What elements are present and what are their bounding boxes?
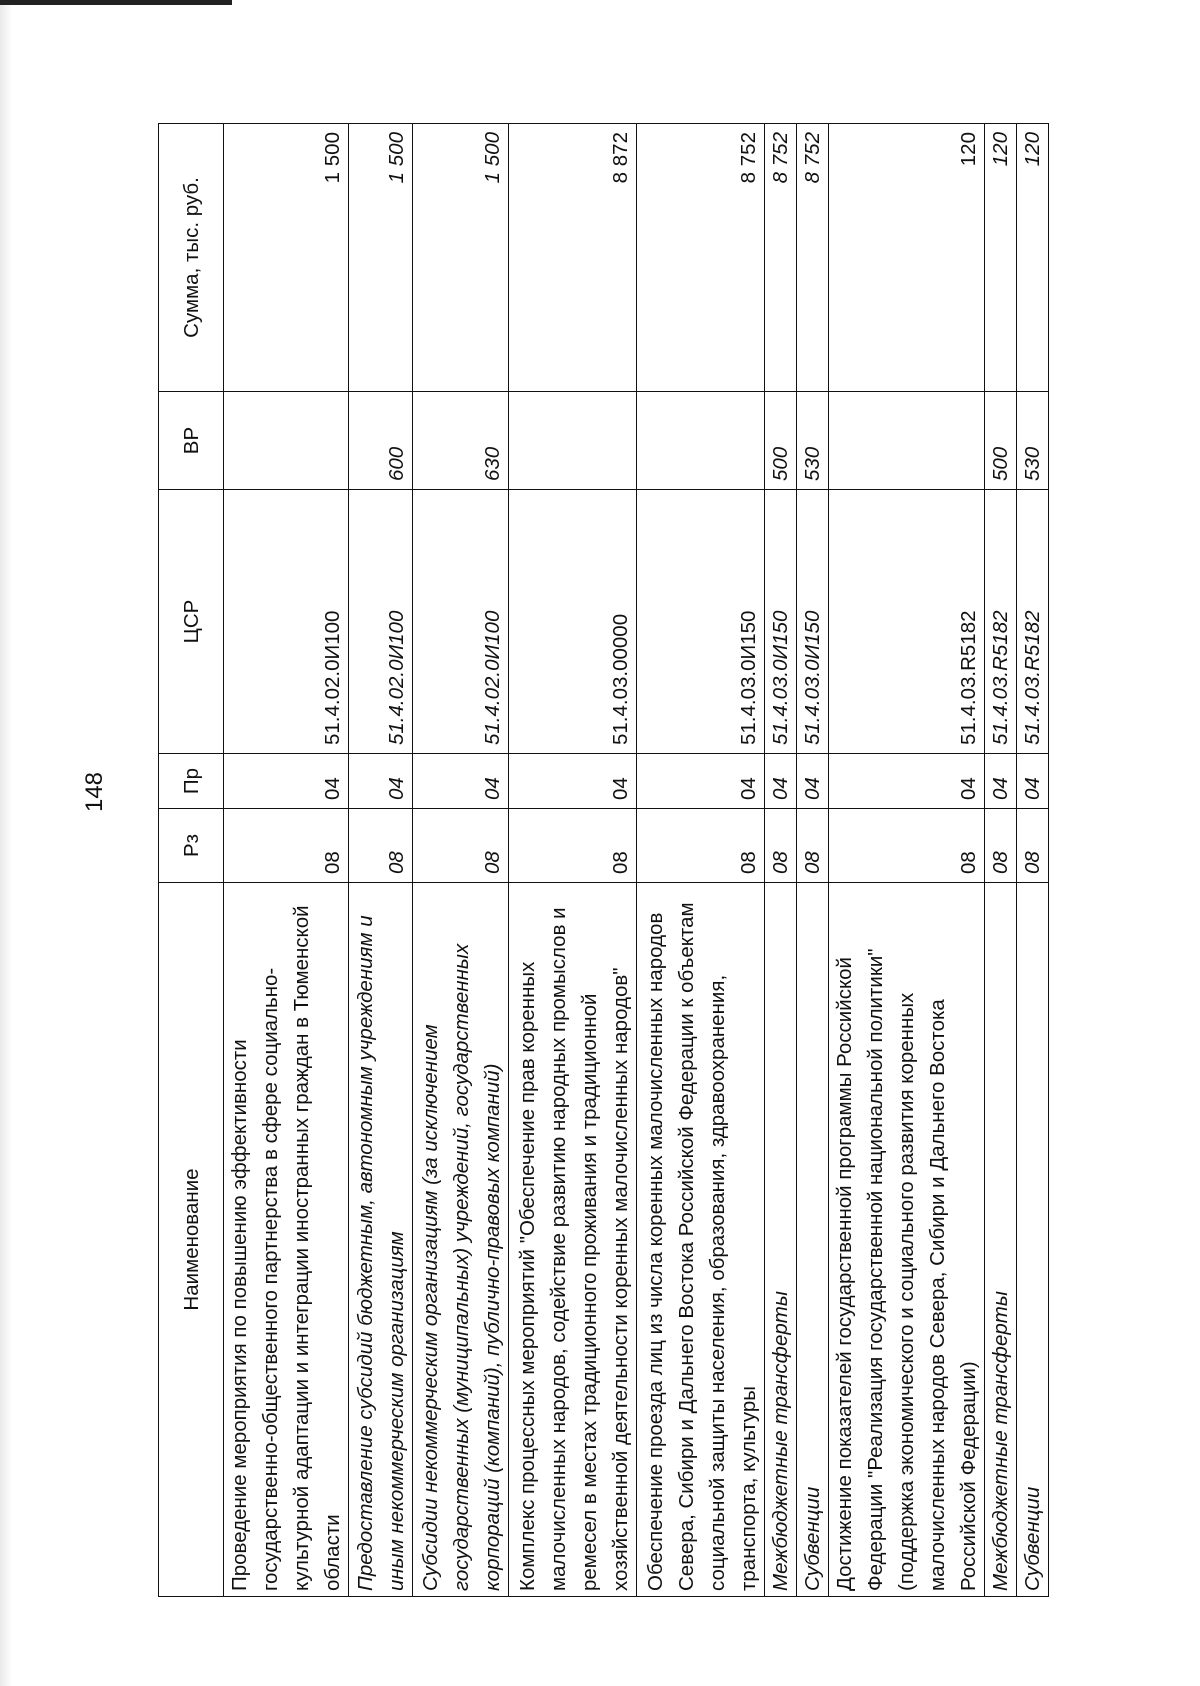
- cell-rz: 08: [224, 809, 349, 883]
- cell-csr: 51.4.03.R5182: [985, 490, 1017, 754]
- table-row: [637, 124, 765, 1597]
- cell-vr: 630: [413, 392, 509, 490]
- budget-table: [158, 123, 1049, 1597]
- cell-csr: 51.4.03.R5182: [1017, 490, 1049, 754]
- cell-pr: 04: [829, 754, 985, 809]
- cell-name: Проведение мероприятия по повышению эффективности государственно-общественного партнерства в сфере социально-культурной адаптации и интеграции иностранных граждан в Тюменской области: [224, 883, 349, 1597]
- header-pr: Пр: [159, 754, 224, 809]
- cell-name: Субвенции: [797, 883, 829, 1597]
- cell-csr: 51.4.03.00000: [509, 490, 637, 754]
- cell-vr: [224, 392, 349, 490]
- header-rz: Рз: [159, 809, 224, 883]
- table-row: [413, 124, 509, 1597]
- table-row: [509, 124, 637, 1597]
- cell-rz: 08: [349, 809, 413, 883]
- cell-csr: 51.4.02.0И100: [349, 490, 413, 754]
- table-row: [765, 124, 797, 1597]
- table-header-row: [159, 124, 224, 1597]
- cell-name: Межбюджетные трансферты: [985, 883, 1017, 1597]
- scan-top-mark: [0, 0, 232, 5]
- cell-vr: [509, 392, 637, 490]
- scan-edge-shadow: [0, 0, 12, 1686]
- cell-vr: [829, 392, 985, 490]
- table-row: [797, 124, 829, 1597]
- cell-name: Субвенции: [1017, 883, 1049, 1597]
- cell-vr: 500: [985, 392, 1017, 490]
- header-csr: ЦСР: [159, 490, 224, 754]
- cell-sum: 120: [1017, 124, 1049, 392]
- cell-vr: 530: [797, 392, 829, 490]
- cell-rz: 08: [797, 809, 829, 883]
- cell-csr: 51.4.03.0И150: [637, 490, 765, 754]
- cell-name: Субсидии некоммерческим организациям (за исключением государственных (муниципальных) учреждений, государственных корпораций (компаний), публично-правовых компаний): [413, 883, 509, 1597]
- cell-rz: 08: [413, 809, 509, 883]
- cell-name: Комплекс процессных мероприятий "Обеспечение прав коренных малочисленных народов, содействие развитию народных промыслов и ремесел в местах традиционного проживания и традиционной хозяйственной деятельности коренных малочисленных народов": [509, 883, 637, 1597]
- table-row: [829, 124, 985, 1597]
- cell-vr: [637, 392, 765, 490]
- cell-pr: 04: [765, 754, 797, 809]
- cell-pr: 04: [413, 754, 509, 809]
- cell-rz: 08: [509, 809, 637, 883]
- page-number: 148: [81, 771, 108, 813]
- cell-pr: 04: [797, 754, 829, 809]
- cell-pr: 04: [509, 754, 637, 809]
- cell-csr: 51.4.02.0И100: [224, 490, 349, 754]
- cell-sum: 1 500: [413, 124, 509, 392]
- table-row: [1017, 124, 1049, 1597]
- table-row: [985, 124, 1017, 1597]
- cell-rz: 08: [829, 809, 985, 883]
- cell-rz: 08: [765, 809, 797, 883]
- cell-name: Достижение показателей государственной программы Российской Федерации "Реализация государственной национальной политики" (поддержка экономического и социального развития коренных малочисленных народов Севера, Сибири и Дальнего Востока Российской Федерации): [829, 883, 985, 1597]
- cell-vr: 500: [765, 392, 797, 490]
- cell-pr: 04: [985, 754, 1017, 809]
- rotated-table-container: [158, 124, 1044, 1597]
- cell-sum: 120: [985, 124, 1017, 392]
- cell-sum: 8 752: [637, 124, 765, 392]
- cell-sum: 8 752: [797, 124, 829, 392]
- cell-sum: 8 752: [765, 124, 797, 392]
- cell-pr: 04: [1017, 754, 1049, 809]
- header-sum: Сумма, тыс. руб.: [159, 124, 224, 392]
- cell-pr: 04: [224, 754, 349, 809]
- cell-rz: 08: [637, 809, 765, 883]
- cell-rz: 08: [985, 809, 1017, 883]
- cell-csr: 51.4.02.0И100: [413, 490, 509, 754]
- cell-vr: 600: [349, 392, 413, 490]
- table-row: [349, 124, 413, 1597]
- cell-name: Обеспечение проезда лиц из числа коренных малочисленных народов Севера, Сибири и Дальнего Востока Российской Федерации к объектам социальной защиты населения, образования, здравоохранения, транспорта, культуры: [637, 883, 765, 1597]
- cell-name: Межбюджетные трансферты: [765, 883, 797, 1597]
- cell-sum: 1 500: [349, 124, 413, 392]
- header-vr: ВР: [159, 392, 224, 490]
- cell-sum: 120: [829, 124, 985, 392]
- cell-sum: 8 872: [509, 124, 637, 392]
- cell-csr: 51.4.03.R5182: [829, 490, 985, 754]
- cell-vr: 530: [1017, 392, 1049, 490]
- cell-csr: 51.4.03.0И150: [797, 490, 829, 754]
- cell-sum: 1 500: [224, 124, 349, 392]
- cell-name: Предоставление субсидий бюджетным, автономным учреждениям и иным некоммерческим организациям: [349, 883, 413, 1597]
- cell-pr: 04: [349, 754, 413, 809]
- table-row: [224, 124, 349, 1597]
- cell-rz: 08: [1017, 809, 1049, 883]
- cell-pr: 04: [637, 754, 765, 809]
- header-name: Наименование: [159, 883, 224, 1597]
- cell-csr: 51.4.03.0И150: [765, 490, 797, 754]
